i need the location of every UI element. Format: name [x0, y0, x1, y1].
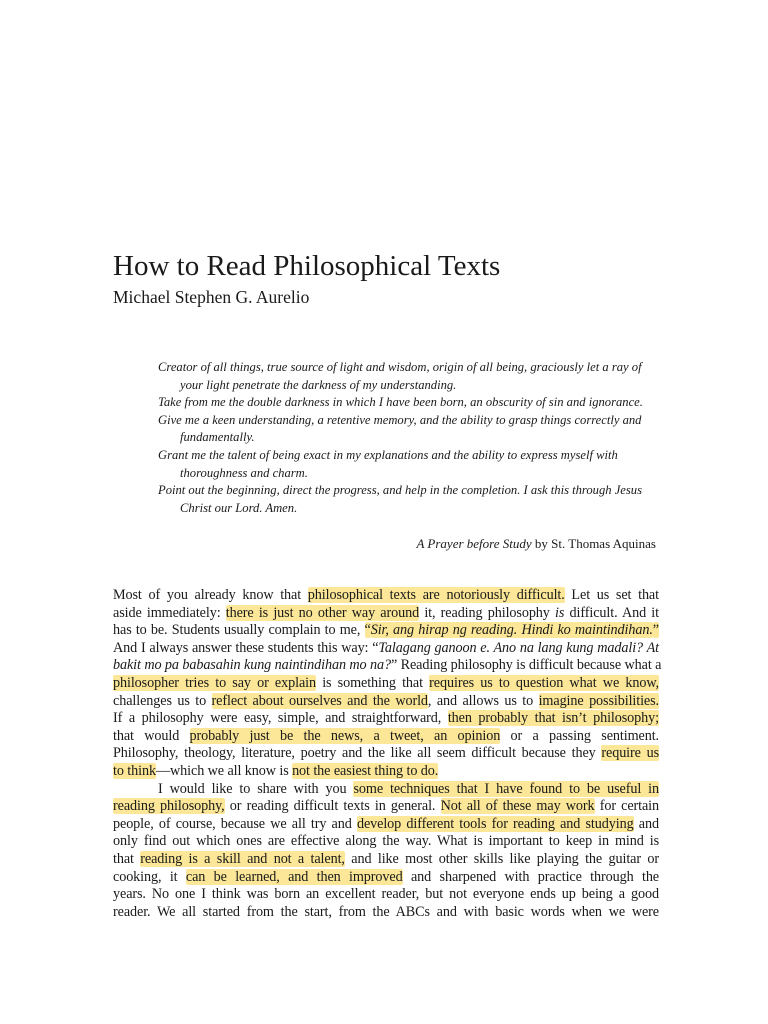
text-span: only find out which ones are effective along the way. What is important to keep in mind is — [113, 833, 659, 850]
highlighted-text: requires us to question what we know, — [429, 674, 660, 691]
highlighted-text: Not all of these may work — [440, 798, 595, 815]
text-span: and — [633, 815, 659, 832]
prayer-line: Grant me the talent of being exact in my explanations and the ability to express myself with thoroughness and charm. — [158, 447, 618, 480]
body-line — [113, 886, 659, 904]
text-span: challenges us to — [113, 692, 212, 709]
document-title: How to Read Philosophical Texts — [113, 250, 501, 282]
text-span: years. No one I think was born an excellent reader, but not everyone ends up being a good — [113, 886, 659, 903]
body-line — [113, 904, 659, 922]
prayer-quote — [158, 359, 658, 517]
text-span: and like most other skills like playing the guitar or — [344, 850, 660, 867]
body-line — [113, 745, 659, 763]
document-author: Michael Stephen G. Aurelio — [113, 287, 310, 307]
text-span: bakit mo pa babasahin kung naintindihan mo na? — [113, 657, 391, 674]
body-line — [113, 693, 659, 711]
body-line — [113, 781, 659, 799]
text-span: —which we all know is — [155, 762, 293, 779]
body-line — [113, 605, 659, 623]
highlighted-text: “ — [364, 622, 371, 639]
body-line — [113, 622, 659, 640]
prayer-line: Take from me the double darkness in which I have been born, an obscurity of sin and ignorance. — [158, 395, 643, 410]
highlighted-text: philosopher tries to say or explain — [113, 674, 316, 691]
highlighted-text: probably just be the news, a tweet, an opinion — [189, 727, 501, 744]
highlighted-text: require us — [601, 745, 659, 762]
text-span: or a passing sentiment. — [500, 727, 659, 744]
body-line — [113, 728, 659, 746]
body-line — [113, 798, 659, 816]
highlighted-text: develop different tools for reading and studying — [356, 815, 634, 832]
prayer-line: Point out the beginning, direct the progress, and help in the completion. I ask this through Jesus Christ our Lord. Amen. — [158, 483, 642, 515]
highlighted-text: not the easiest thing to do. — [292, 762, 439, 779]
body-line — [113, 763, 659, 781]
text-span: cooking, it — [113, 868, 186, 885]
highlighted-text: reflect about ourselves and the world — [211, 692, 428, 709]
text-span: and sharpened with practice through the — [402, 868, 660, 885]
body-line — [113, 851, 659, 869]
text-span: I would like to share with you — [158, 780, 354, 797]
text-span: Most of you already know that — [113, 587, 308, 603]
text-span: If a philosophy were easy, simple, and straightforward, — [113, 710, 448, 727]
text-span: has to be. Students usually complain to me, — [113, 622, 365, 639]
body-paragraphs — [113, 587, 662, 921]
highlighted-text: reading philosophy, — [113, 798, 225, 815]
text-span: that — [113, 850, 141, 867]
text-span: or reading difficult texts in general. — [224, 798, 441, 815]
text-span: reader. We all started from the start, from the ABCs and with basic words when we were — [113, 903, 659, 920]
highlighted-text: there is just no other way around — [225, 604, 420, 621]
body-line — [113, 657, 662, 675]
highlighted-text: then probably that isn’t philosophy; — [447, 710, 659, 727]
highlighted-text: Sir, ang hirap ng reading. Hindi ko maintindihan. — [370, 622, 653, 639]
text-span: for certain — [594, 798, 660, 815]
body-line — [113, 816, 659, 834]
text-span: Talagang ganoon e. Ano na lang kung madali? At — [378, 639, 659, 656]
text-span: Let us set that — [564, 587, 659, 603]
body-line — [113, 675, 659, 693]
attribution-title: A Prayer before Study — [416, 536, 532, 551]
highlighted-text: ” — [652, 622, 659, 639]
body-line — [113, 640, 659, 658]
body-line — [113, 833, 659, 851]
text-span: ” Reading philosophy is difficult because what a — [390, 657, 662, 674]
body-line — [113, 869, 659, 887]
text-span: , and allows us to — [427, 692, 539, 709]
text-span: that would — [113, 727, 190, 744]
text-span: is — [555, 604, 565, 621]
text-span: aside immediately: — [113, 604, 226, 621]
text-span: Philosophy, theology, literature, poetry and the like all seem difficult because they — [113, 745, 602, 762]
highlighted-text: reading is a skill and not a talent, — [140, 850, 345, 867]
highlighted-text: can be learned, and then improved — [185, 868, 403, 885]
highlighted-text: to think — [113, 762, 156, 779]
highlighted-text: philosophical texts are notoriously difficult. — [307, 587, 565, 603]
highlighted-text: imagine possibilities. — [538, 692, 660, 709]
body-line — [113, 587, 659, 605]
text-span: And I always answer these students this way: “ — [113, 639, 379, 656]
body-line — [113, 710, 659, 728]
text-span: people, of course, because we all try and — [113, 815, 357, 832]
attribution-author: by St. Thomas Aquinas — [531, 536, 656, 551]
text-span: difficult. And it — [564, 604, 659, 621]
text-span: is something that — [315, 674, 430, 691]
text-span: it, reading philosophy — [419, 604, 556, 621]
highlighted-text: some techniques that I have found to be useful in — [353, 780, 660, 797]
prayer-line: Give me a keen understanding, a retentive memory, and the ability to grasp things correctly and fundamentally. — [158, 412, 642, 445]
prayer-line: Creator of all things, true source of light and wisdom, origin of all being, graciously let a ray of your light penetrate the darkness of my understanding. — [158, 360, 642, 392]
prayer-attribution — [158, 535, 656, 553]
